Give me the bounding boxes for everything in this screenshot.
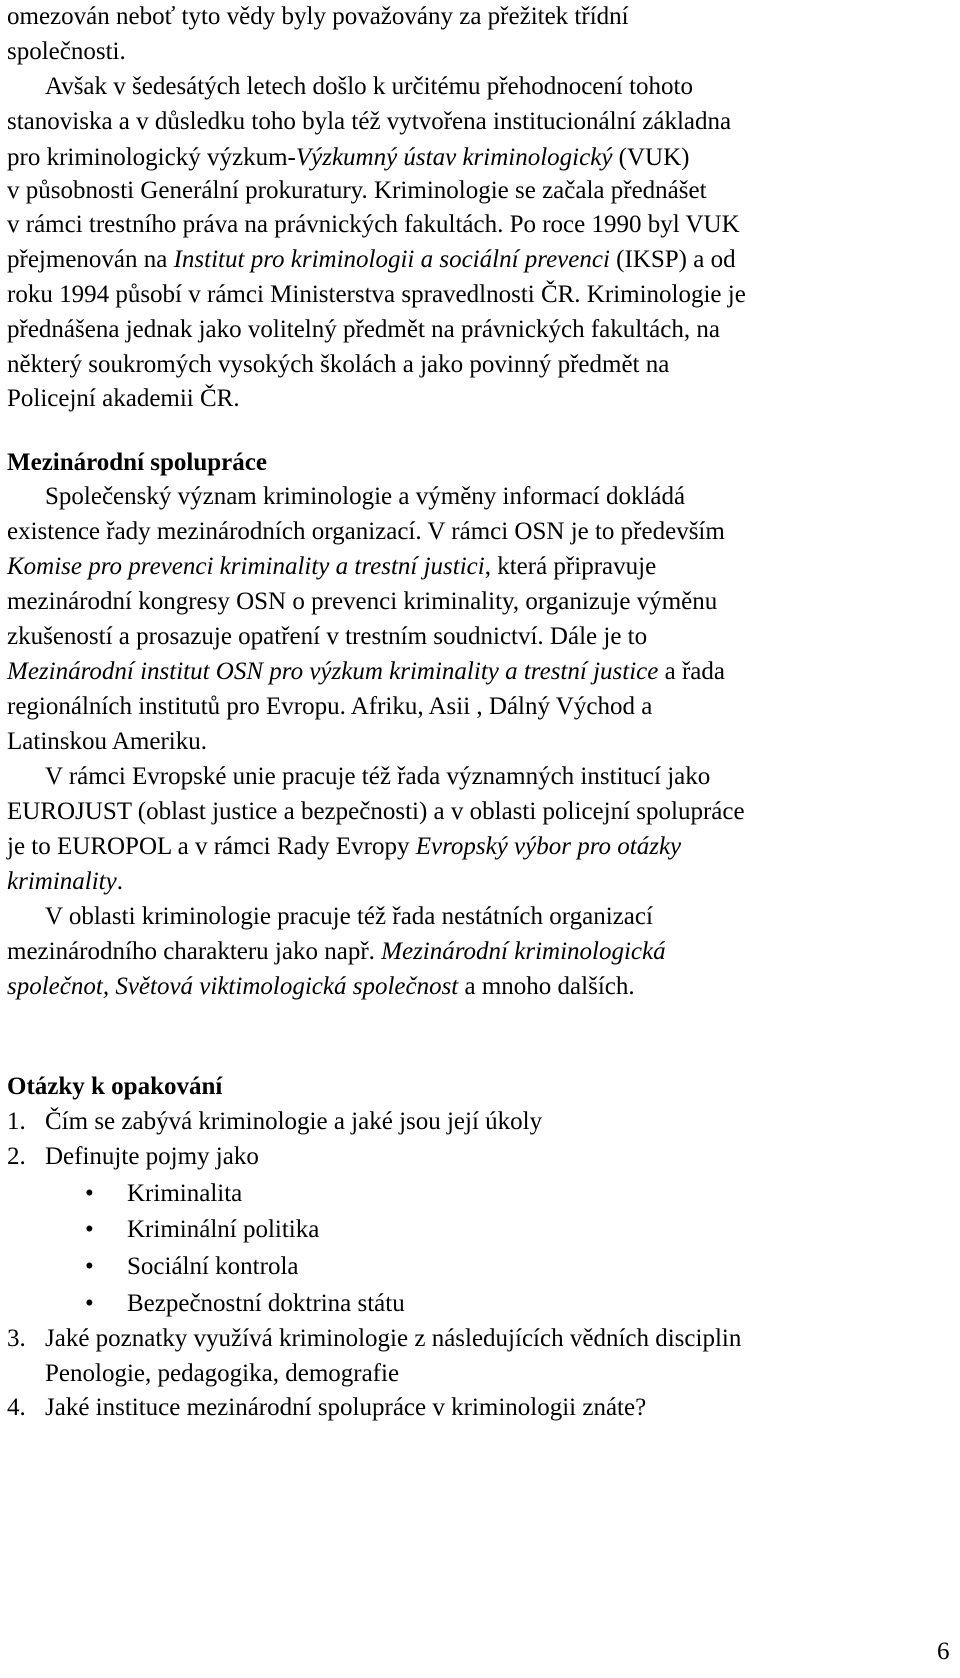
bullet-icon: • [85,1180,94,1207]
institution-name: společnot, Světová viktimologická společnost [7,973,459,1000]
paragraph-line: Policejní akademii ČR. [7,385,240,412]
question-number: 3. [7,1325,26,1352]
text-run: (VUK) [612,144,690,171]
paragraph-line: zkušeností a prosazuje opatření v trestním soudnictví. Dále je to [7,623,648,650]
institution-name: Mezinárodní institut OSN pro výzkum kriminality a trestní justice [7,658,659,685]
text-run: pro kriminologický výzkum- [7,144,296,171]
institution-name: Mezinárodní kriminologická [381,938,666,965]
question-text: Jaké instituce mezinárodní spolupráce v kriminologii znáte? [45,1394,647,1421]
paragraph-line: omezován neboť tyto vědy byly považovány za přežitek třídní [7,3,629,30]
paragraph-line: Avšak v šedesátých letech došlo k určitému přehodnocení tohoto [45,73,693,100]
paragraph-line: Společenský význam kriminologie a výměny informací dokládá [45,483,686,510]
paragraph-line: regionálních institutů pro Evropu. Afriku, Asii , Dálný Východ a [7,693,653,720]
paragraph-line: v působnosti Generální prokuratury. Kriminologie se začala přednášet [7,177,707,204]
questions-heading: Otázky k opakování [7,1073,223,1100]
bullet-text: Kriminalita [127,1180,243,1207]
paragraph-line: Latinskou Ameriku. [7,728,207,755]
paragraph-line [7,867,123,897]
text-run: přejmenován na [7,246,174,273]
bullet-text: Bezpečnostní doktrina státu [127,1290,405,1317]
institution-name: Evropský výbor pro otázky [415,833,682,860]
institution-name: Výzkumný ústav kriminologický [295,144,613,171]
text-run: mezinárodního charakteru jako např. [7,938,382,965]
paragraph-line [7,972,635,1002]
question-text: Definujte pojmy jako [45,1143,259,1170]
bullet-text: Kriminální politika [127,1216,320,1243]
question-number: 2. [7,1143,26,1170]
paragraph-line: V rámci Evropské unie pracuje též řada významných institucí jako [45,763,711,790]
paragraph-line: existence řady mezinárodních organizací. V rámci OSN je to především [7,518,725,545]
paragraph-line [7,937,666,967]
paragraph-line: mezinárodní kongresy OSN o prevenci kriminality, organizuje výměnu [7,588,718,615]
institution-name: Institut pro kriminologii a sociální prevenci [173,246,610,273]
question-text: Jaké poznatky využívá kriminologie z následujících vědních disciplin [45,1325,742,1352]
question-number: 4. [7,1394,26,1421]
paragraph-line: stanoviska a v důsledku toho byla též vytvořena institucionální základna [7,108,732,135]
text-run: (IKSP) a od [609,246,736,273]
paragraph-line [7,245,736,275]
paragraph-line: některý soukromých vysokých školách a jako povinný předmět na [7,351,670,378]
text-run: a mnoho dalších. [458,973,635,1000]
bullet-icon: • [85,1290,94,1317]
paragraph-line [7,657,725,687]
paragraph-line: V oblasti kriminologie pracuje též řada nestátních organizací [45,903,653,930]
paragraph-line: v rámci trestního práva na právnických fakultách. Po roce 1990 byl VUK [7,211,740,238]
text-run: . [116,868,123,895]
text-run: , která připravuje [484,553,657,580]
question-number: 1. [7,1108,26,1135]
bullet-text: Sociální kontrola [127,1253,299,1280]
bullet-icon: • [85,1216,94,1243]
question-text-continued: Penologie, pedagogika, demografie [45,1360,400,1387]
paragraph-line [7,143,690,173]
text-run: a řada [658,658,725,685]
paragraph-line: roku 1994 působí v rámci Ministerstva spravedlnosti ČR. Kriminologie je [7,281,746,308]
bullet-icon: • [85,1253,94,1280]
institution-name: Komise pro prevenci kriminality a trestní justici [7,553,485,580]
paragraph-line [7,832,681,862]
paragraph-line: EUROJUST (oblast justice a bezpečnosti) a v oblasti policejní spolupráce [7,798,745,825]
paragraph-line [7,552,656,582]
text-run: je to EUROPOL a v rámci Rady Evropy [7,833,416,860]
question-text: Čím se zabývá kriminologie a jaké jsou její úkoly [45,1108,543,1135]
page-number: 6 [937,1638,950,1665]
paragraph-line: společnosti. [7,38,126,65]
institution-name: kriminality [7,868,117,895]
section-heading: Mezinárodní spolupráce [7,449,267,476]
paragraph-line: přednášena jednak jako volitelný předmět na právnických fakultách, na [7,316,720,343]
